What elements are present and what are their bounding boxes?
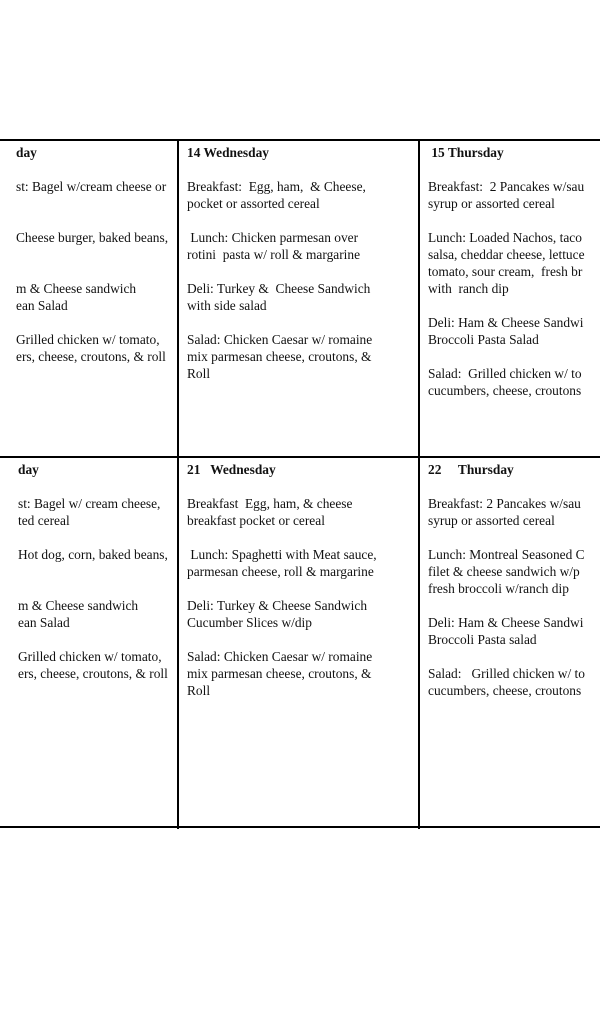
menu-breakfast: st: Bagel w/cream cheese or xyxy=(16,179,167,194)
menu-lunch: Lunch: Spaghetti with Meat sauce, parmesan cheese, roll & margarine xyxy=(187,547,377,579)
menu-lunch: Lunch: Chicken parmesan over rotini pasta w/ roll & margarine xyxy=(187,230,361,262)
menu-salad: Salad: Grilled chicken w/ to cucumbers, cheese, croutons xyxy=(428,366,582,398)
day-header: 22 Thursday xyxy=(428,462,514,477)
day-cell-wednesday-14 xyxy=(187,144,417,454)
day-header: 14 Wednesday xyxy=(187,145,269,160)
menu-lunch: Hot dog, corn, baked beans, xyxy=(18,547,168,562)
menu-deli: Deli: Turkey & Cheese Sandwich Cucumber Slices w/dip xyxy=(187,598,368,630)
day-cell-thursday-22 xyxy=(428,461,600,825)
menu-salad: Salad: Chicken Caesar w/ romaine mix parmesan cheese, croutons, & Roll xyxy=(187,332,373,381)
table-top-border xyxy=(0,139,600,141)
column-divider-2 xyxy=(418,140,420,829)
day-header: day xyxy=(18,462,39,477)
row-divider xyxy=(0,456,600,458)
menu-lunch: Cheese burger, baked beans, xyxy=(16,230,169,245)
menu-deli: Deli: Turkey & Cheese Sandwich with side salad xyxy=(187,281,371,313)
menu-breakfast: Breakfast: Egg, ham, & Cheese, pocket or assorted cereal xyxy=(187,179,366,211)
menu-lunch: Lunch: Loaded Nachos, taco salsa, cheddar cheese, lettuce tomato, sour cream, fresh br with ranch dip xyxy=(428,230,585,296)
table-bottom-border xyxy=(0,826,600,828)
cell-content xyxy=(16,144,168,382)
menu-salad: Grilled chicken w/ tomato, ers, cheese, croutons, & roll xyxy=(18,649,168,681)
menu-salad: Salad: Grilled chicken w/ to cucumbers, cheese, croutons xyxy=(428,666,585,698)
day-cell-wednesday-21 xyxy=(187,461,417,825)
day-header: 15 Thursday xyxy=(428,145,504,160)
cell-content xyxy=(18,461,168,699)
menu-breakfast: Breakfast: 2 Pancakes w/sau syrup or assorted cereal xyxy=(428,179,585,211)
day-header: day xyxy=(16,145,37,160)
menu-breakfast: st: Bagel w/ cream cheese, ted cereal xyxy=(18,496,161,528)
menu-salad: Salad: Chicken Caesar w/ romaine mix parmesan cheese, croutons, & Roll xyxy=(187,649,373,698)
day-cell-tuesday-20 xyxy=(0,461,178,825)
menu-lunch: Lunch: Montreal Seasoned C filet & cheese sandwich w/p fresh broccoli w/ranch dip xyxy=(428,547,585,596)
menu-breakfast: Breakfast: 2 Pancakes w/sau syrup or assorted cereal xyxy=(428,496,581,528)
menu-breakfast: Breakfast Egg, ham, & cheese breakfast pocket or cereal xyxy=(187,496,353,528)
day-cell-thursday-15 xyxy=(428,144,600,454)
menu-salad: Grilled chicken w/ tomato, ers, cheese, croutons, & roll xyxy=(16,332,166,364)
menu-deli: Deli: Ham & Cheese Sandwi Broccoli Pasta salad xyxy=(428,615,584,647)
day-cell-tuesday-13 xyxy=(0,144,178,454)
day-header: 21 Wednesday xyxy=(187,462,276,477)
menu-deli: m & Cheese sandwich ean Salad xyxy=(18,598,139,630)
menu-deli: m & Cheese sandwich ean Salad xyxy=(16,281,137,313)
menu-deli: Deli: Ham & Cheese Sandwi Broccoli Pasta Salad xyxy=(428,315,584,347)
